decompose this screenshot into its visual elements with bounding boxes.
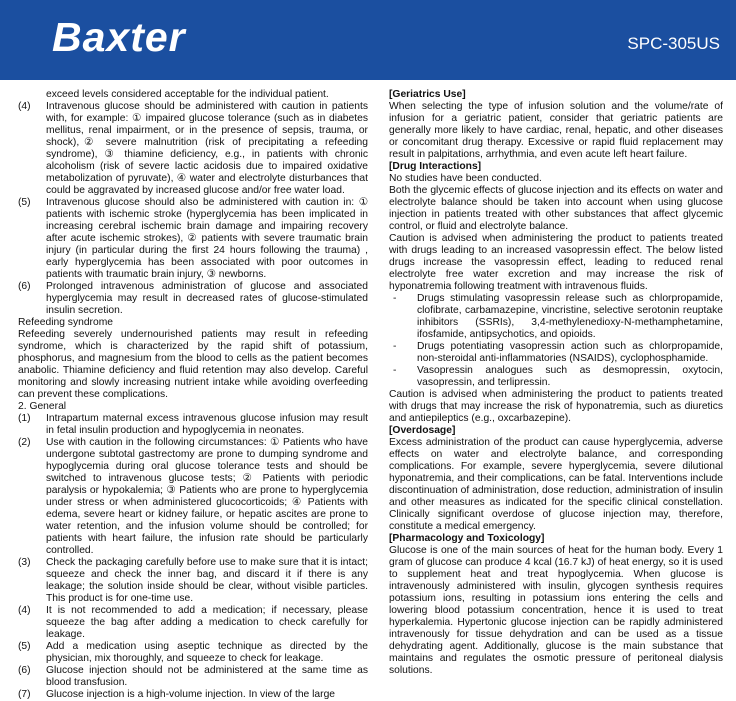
list-item (18, 665, 368, 689)
item-text: It is not recommended to add a medication; if necessary, please squeeze the bag after adding a medication to check carefully for leakage. (46, 605, 368, 640)
item-text: Glucose injection should not be administered at the same time as blood transfusion. (46, 665, 368, 688)
bullet-marker: - (393, 365, 397, 376)
baxter-logo: Baxter (52, 14, 186, 60)
list-item (18, 641, 368, 665)
drug-interactions-p4: Caution is advised when administering the product to patients treated with drugs that may increase the risk of hyponatremia, such as diuretics and antiepileptics (e.g., oxcarbazepine). (389, 389, 723, 424)
bullet-item (389, 341, 723, 365)
list-item (18, 281, 368, 317)
list-item (18, 413, 368, 437)
item-number: (4) (18, 101, 31, 112)
item-text: Use with caution in the following circumstances: ① Patients who have undergone subtotal gastrectomy are prone to dumping syndrome and hypoglycemia during oral glucose tolerance tests and should be switched to intravenous glucose tests; ② Patients with periodic paralysis or hypokalemia; ③ Patients who are prone to hyperglycemia under stress or when administered glucocorticoids; ④ Patients with edema, severe heart or kidney failure, or hepatic ascites are prone to water retention, and the infusion volume should be controlled; for patients with heart failure, the infusion rate should be particularly controlled. (46, 437, 368, 556)
item-text: Prolonged intravenous administration of glucose and associated hyperglycemia may result in decreased rates of glucose-stimulated insulin secretion. (46, 281, 368, 316)
drug-bullet-list (389, 293, 723, 389)
item-number: (5) (18, 641, 31, 652)
overdosage-title: [Overdosage] (389, 425, 456, 436)
drug-interactions-p1: No studies have been conducted. (389, 173, 542, 184)
bullet-item (389, 365, 723, 389)
pharmacology-title: [Pharmacology and Toxicology] (389, 533, 545, 544)
item-number: (1) (18, 413, 31, 424)
right-column (389, 89, 723, 677)
header-banner (0, 0, 736, 80)
drug-interactions-p2: Both the glycemic effects of glucose injection and its effects on water and electrolyte balance should be taken into account when using glucose injection in patients treated with other substances that affect glycemic control, or fluid and electrolyte balance. (389, 185, 723, 232)
general-list (18, 413, 368, 701)
item-number: (6) (18, 665, 31, 676)
item-text: Glucose injection is a high-volume injection. In view of the large (46, 689, 336, 700)
item-number: (5) (18, 197, 31, 208)
item-number: (2) (18, 437, 31, 448)
list-item (18, 689, 368, 701)
item-number: (6) (18, 281, 31, 292)
item-text: Add a medication using aseptic technique as directed by the physician, mix thoroughly, and squeeze to check for leakage. (46, 641, 368, 664)
general-title: 2. General (18, 401, 67, 412)
item-text: Drugs potentiating vasopressin action such as chlorpropamide, non-steroidal anti-inflammatories (NSAIDS), cyclophosphamide. (417, 341, 723, 364)
refeeding-text: Refeeding severely undernourished patients may result in refeeding syndrome, which is characterized by the rapid shift of potassium, phosphorus, and magnesium from the blood to cells as the patient becomes anabolic. Thiamine deficiency and fluid retention may also develop. Careful monitoring and slowly increasing nutrient intake while avoiding overfeeding can prevent these complications. (18, 329, 368, 400)
continued-text: exceed levels considered acceptable for the individual patient. (46, 89, 329, 100)
drug-interactions-title: [Drug Interactions] (389, 161, 482, 172)
drug-interactions-p3: Caution is advised when administering the product to patients treated with drugs leading to an increased vasopressin effect. The below listed drugs increase the vasopressin effect, leading to reduced renal electrolyte free water excretion and may increase the risk of hyponatremia following treatment with intravenous fluids. (389, 233, 723, 292)
bullet-marker: - (393, 341, 397, 352)
list-item (18, 101, 368, 197)
document-code: SPC-305US (627, 34, 720, 53)
item-text: Vasopressin analogues such as desmopressin, oxytocin, vasopressin, and terlipressin. (417, 365, 723, 388)
pharmacology-text: Glucose is one of the main sources of heat for the human body. Every 1 gram of glucose can produce 4 kcal (16.7 kJ) of heat energy, so it is used to supplement heat and treat hypoglycemia. When glucose is intravenously administered with insulin, glycogen synthesis requires potassium ions, resulting in potassium ions entering the cells and lowering blood potassium concentration, hence it is used to treat hyperkalemia. Hypertonic glucose injection can be rapidly administered intravenously for tissue dehydration and can be used as a tissue dehydrating agent. Additionally, glucose is the main substance that maintains and regulates the osmotic pressure of peritoneal dialysis solutions. (389, 545, 723, 676)
list-item (18, 605, 368, 641)
item-number: (4) (18, 605, 31, 616)
geriatrics-title: [Geriatrics Use] (389, 89, 466, 100)
item-text: Check the packaging carefully before use to make sure that it is intact; squeeze and check the inner bag, and discard it if there is any leakage; the solution inside should be clear, without visible particles. This product is for one-time use. (46, 557, 368, 604)
geriatrics-text: When selecting the type of infusion solution and the volume/rate of infusion for a geriatric patient, consider that geriatric patients are generally more likely to have cardiac, renal, hepatic, and other diseases or concomitant drug therapy. Excessive or rapid fluid replacement may result in palpitations, arrhythmia, and even acute left heart failure. (389, 101, 723, 160)
refeeding-title: Refeeding syndrome (18, 317, 114, 328)
overdosage-text: Excess administration of the product can cause hyperglycemia, adverse effects on water and electrolyte balance, and corresponding complications. For example, severe hyperglycemia, severe dilutional hyponatremia, and their complications, can be fatal. Interventions include discontinuation of administration, dose reduction, administration of insulin and other measures as indicated for the specific clinical constellation. Clinically significant overdose of glucose injection may, therefore, constitute a medical emergency. (389, 437, 723, 532)
item-text: Intravenous glucose should be administered with caution in patients with, for example: ① impaired glucose tolerance (such as in diabetes mellitus, renal impairment, or in the presence of sepsis, trauma, or shock),② severe malnutrition (risk of precipitating a refeeding syndrome), ③ thiamine deficiency, e.g., in patients with chronic alcoholism (risk of severe lactic acidosis due to impaired oxidative metabolization of pyruvate), ④ water and electrolyte disturbances that could be aggravated by increased glucose and/or free water load. (46, 101, 368, 196)
list-item (18, 557, 368, 605)
left-column (18, 89, 368, 701)
bullet-marker: - (393, 293, 397, 304)
bullet-item (389, 293, 723, 341)
warning-list (18, 101, 368, 317)
item-text: Intrapartum maternal excess intravenous glucose infusion may result in fetal insulin production and hypoglycemia in neonates. (46, 413, 368, 436)
item-text: Drugs stimulating vasopressin release such as chlorpropamide, clofibrate, carbamazepine, vincristine, selective serotonin reuptake inhibitors (SSRIs), 3,4-methylenedioxy-N-methamphetamine, ifosfamide, antipsychotics, and opioids. (417, 293, 723, 340)
item-number: (3) (18, 557, 31, 568)
item-number: (7) (18, 689, 31, 700)
item-text: Intravenous glucose should also be administered with caution in: ① patients with ischemic stroke (hyperglycemia has been implicated in increasing cerebral ischemic brain damage and impairing recovery after acute ischemic strokes), ② patients with severe traumatic brain injury (in particular during the first 24 hours following the trauma) , early hyperglycemia has been associated with poor outcomes in patients with traumatic brain injury, ③ newborns. (46, 197, 368, 280)
list-item (18, 197, 368, 281)
list-item (18, 437, 368, 557)
